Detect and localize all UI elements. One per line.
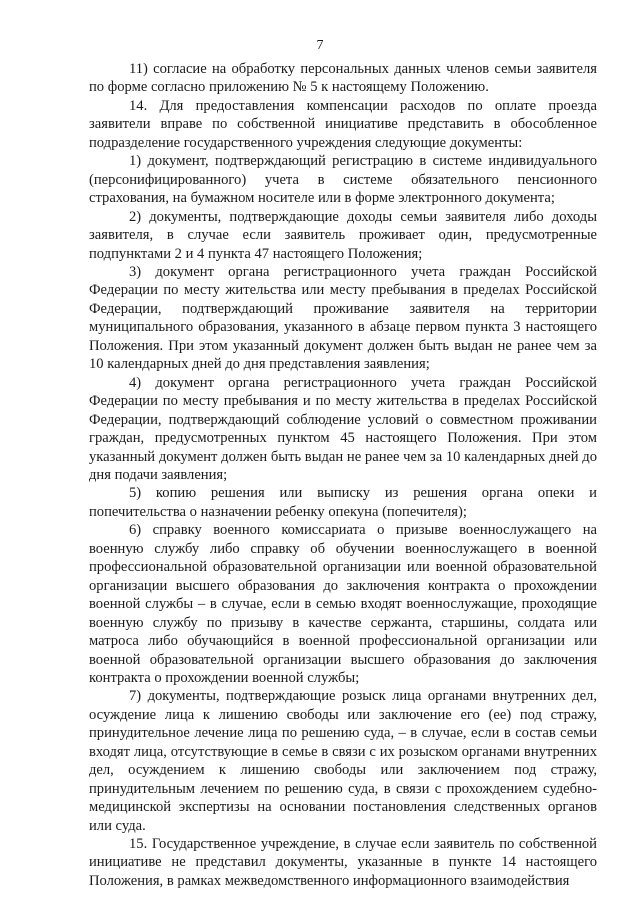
paragraph-item-4: 4) документ органа регистрационного учета граждан Российской Федерации по месту пребывания и по месту жительства в пределах Российской Федерации, подтверждающий соблюдение условий о совместном проживании граждан, предусмотренных пунктом 45 настоящего Положения. При этом указанный документ должен быть выдан не ранее чем за 10 календарных дней до дня подачи заявления; [89, 374, 597, 483]
paragraph-item-2: 2) документы, подтверждающие доходы семьи заявителя либо доходы заявителя, в случае если заявитель проживает один, предусмотренные подпунктами 2 и 4 пункта 47 настоящего Положения; [89, 208, 597, 262]
paragraph-item-7: 7) документы, подтверждающие розыск лица органами внутренних дел, осуждение лица к лишению свободы или заключение его (ее) под стражу, принудительное лечение лица по решению суда, – в случае, если в состав семьи входят лица, отсутствующие в семье в связи с их розыском органами внутренних дел, осуждением к лишению свободы или заключением под стражу, принудительным лечением по решению суда, в связи с прохождением судебно-медицинской экспертизы на основании постановления следственных органов или суда. [89, 688, 597, 834]
paragraph-item-1: 1) документ, подтверждающий регистрацию в системе индивидуального (персонифицированного) учета в системе обязательного пенсионного страхования, на бумажном носителе или в форме электронного документа; [89, 153, 597, 207]
paragraph-item-5: 5) копию решения или выписку из решения органа опеки и попечительства о назначении ребенку опекуна (попечителя); [89, 485, 597, 520]
page-number: 7 [316, 38, 324, 53]
paragraph-clause-14: 14. Для предоставления компенсации расходов по оплате проезда заявители вправе по собственной инициативе представить в обособленное подразделение государственного учреждения следующие документы: [89, 97, 597, 151]
paragraph-item-3: 3) документ органа регистрационного учета граждан Российской Федерации по месту жительства или месту пребывания в пределах Российской Федерации, подтверждающий проживание заявителя на территории муниципального образования, указанного в абзаце первом пункта 3 настоящего Положения. При этом указанный документ должен быть выдан не ранее чем за 10 календарных дней до дня представления заявления; [89, 263, 597, 373]
paragraph-item-6: 6) справку военного комиссариата о призыве военнослужащего на военную службу либо справку об обучении военнослужащего в военной профессиональной образовательной организации или военной образовательной организации высшего образования до заключения контракта о прохождении военной службы – в случае, если в семью входят военнослужащие, проходящие военную службу по призыву в качестве сержанта, старшины, солдата или матроса либо обучающийся в военной профессиональной организации или военной образовательной организации высшего образования до заключения контракта о прохождении военной службы; [89, 522, 597, 686]
paragraph-clause-15: 15. Государственное учреждение, в случае если заявитель по собственной инициативе не представил документы, указанные в пункте 14 настоящего Положения, в рамках межведомственного информационного взаимодействия [89, 836, 597, 889]
paragraph-item-11: 11) согласие на обработку персональных данных членов семьи заявителя по форме согласно приложению № 5 к настоящему Положению. [89, 61, 597, 96]
document-body [89, 60, 597, 890]
